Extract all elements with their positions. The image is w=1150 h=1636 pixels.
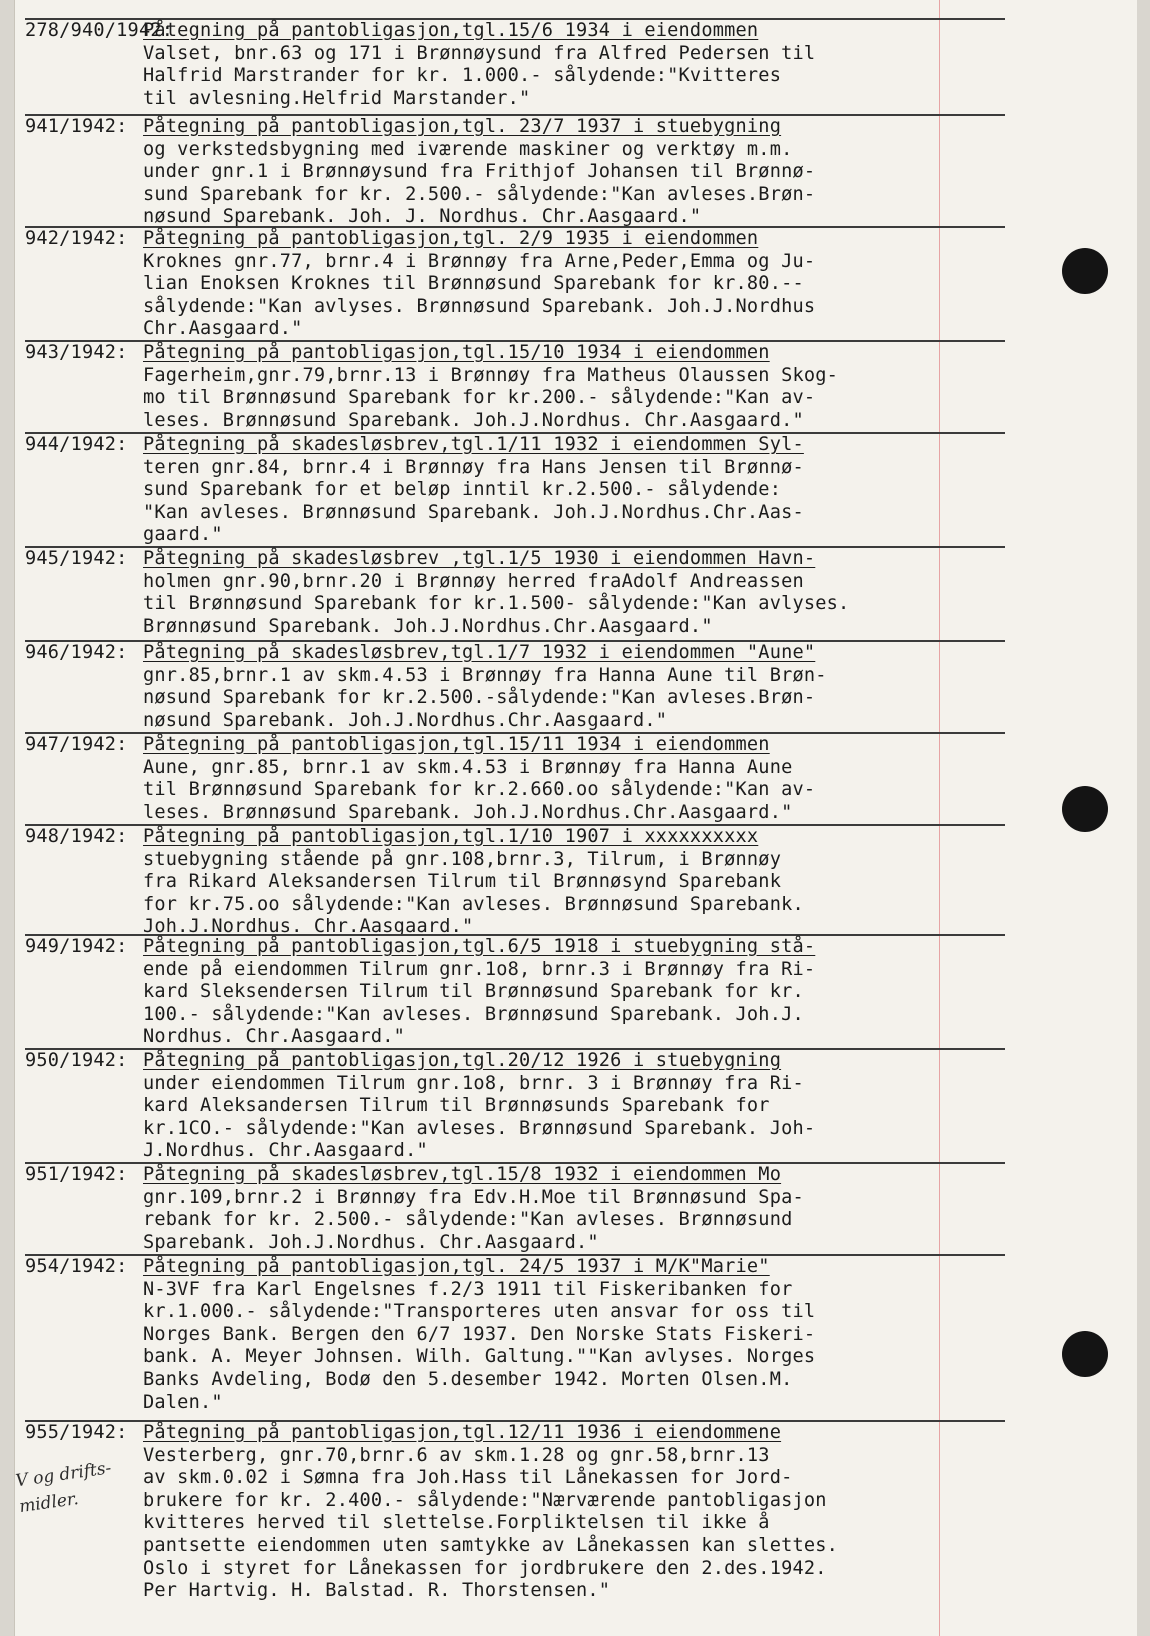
register-entry [25,18,1005,110]
entry-line [25,479,1005,502]
entry-line [25,849,1005,872]
entry-text: Valset, bnr.63 og 171 i Brønnøysund fra Alfred Pedersen til [143,42,816,64]
entry-line [25,1026,1005,1049]
entry-text: kr.1.000.- sålydende:"Transporteres uten ansvar for oss til [143,1301,816,1323]
entry-text: gnr.85,brnr.1 av skm.4.53 i Brønnøy fra Hanna Aune til Brøn- [143,664,827,686]
entry-line [25,1467,1005,1490]
entry-text: Norges Bank. Bergen den 6/7 1937. Den Norske Stats Fiskeri- [143,1323,816,1345]
entry-heading-text: Påtegning på pantobligasjon,tgl.15/11 1934 i eiendommen [143,734,770,755]
register-entry [25,732,1005,824]
entry-line [25,1301,1005,1324]
punch-hole [1062,786,1108,832]
entry-line [25,184,1005,207]
entry-number: 951/1942: [25,1164,128,1185]
entry-text: Banks Avdeling, Bodø den 5.desember 1942. Morten Olsen.M. [143,1368,793,1390]
register-entry [25,546,1005,638]
entry-number: 950/1942: [25,1050,128,1071]
entry-heading-text: Påtegning på skadesløsbrev ,tgl.1/5 1930 i eiendommen Havn- [143,548,816,569]
entry-line [25,365,1005,388]
entry-text: Halfrid Marstrander for kr. 1.000.- sålydende:"Kvitteres [143,65,782,87]
entry-line [25,1422,1005,1445]
entry-line [25,1140,1005,1163]
entry-line [25,936,1005,959]
entry-line [25,1187,1005,1210]
entry-text: nøsund Sparebank. Joh.J.Nordhus.Chr.Aasgaard." [143,709,668,731]
entry-text: Aune, gnr.85, brnr.1 av skm.4.53 i Brønnøy fra Hanna Aune [143,756,793,778]
entry-line [25,1050,1005,1073]
entry-text: ende på eiendommen Tilrum gnr.1o8, brnr.3 i Brønnøy fra Ri- [143,958,816,980]
entry-line [25,1073,1005,1096]
entry-line [25,779,1005,802]
entry-line [25,524,1005,547]
entry-line [25,981,1005,1004]
entry-number: 943/1942: [25,342,128,363]
entry-heading-text: Påtegning på pantobligasjon,tgl.15/6 1934 i eiendommen [143,20,759,41]
entry-text: stuebygning stående på gnr.108,brnr.3, Tilrum, i Brønnøy [143,848,782,870]
entry-number: 946/1942: [25,642,128,663]
punch-hole [1062,248,1108,294]
entry-text: av skm.0.02 i Sømna fra Joh.Hass til Lånekassen for Jord- [143,1467,793,1489]
entry-text: leses. Brønnøsund Sparebank. Joh.J.Nordhus. Chr.Aasgaard." [143,409,804,431]
register-entry [25,1420,1005,1603]
entry-line [25,571,1005,594]
register-entry [25,340,1005,432]
entry-line [25,228,1005,251]
entry-line [25,1392,1005,1415]
entry-text: til Brønnøsund Sparebank for kr.1.500- sålydende:"Kan avlyses. [143,593,850,615]
entry-heading-text: Påtegning på skadesløsbrev,tgl.15/8 1932 i eiendommen Mo [143,1164,782,1185]
entry-text: pantsette eiendommen uten samtykke av Lånekassen kan slettes. [143,1534,839,1556]
entry-text: til Brønnøsund Sparebank for kr.2.660.oo sålydende:"Kan av- [143,779,816,801]
entry-text: under gnr.1 i Brønnøysund fra Frithjof Johansen til Brønnø- [143,161,816,183]
entry-heading-text: Påtegning på pantobligasjon,tgl.15/10 1934 i eiendommen [143,342,770,363]
entry-heading-text: Påtegning på pantobligasjon,tgl.1/10 1907 i xxxxxxxxxx [143,826,759,847]
entry-line [25,1118,1005,1141]
entry-text: Dalen." [143,1391,223,1413]
entry-text: "Kan avleses. Brønnøsund Sparebank. Joh.J.Nordhus.Chr.Aas- [143,501,804,523]
entry-text: fra Rikard Aleksandersen Tilrum til Brønnøsynd Sparebank [143,871,782,893]
entry-line [25,1209,1005,1232]
register-entry [25,1162,1005,1254]
entry-heading-text: Påtegning på pantobligasjon,tgl.12/11 1936 i eiendommene [143,1422,782,1443]
entry-number: 954/1942: [25,1256,128,1277]
entry-line [25,1164,1005,1187]
punch-hole [1062,1331,1108,1377]
entry-line [25,1445,1005,1468]
register-entry [25,432,1005,547]
entry-number: 941/1942: [25,116,128,137]
entry-text: nøsund Sparebank for kr.2.500.-sålydende:"Kan avleses.Brøn- [143,687,816,709]
entry-text: lian Enoksen Kroknes til Brønnøsund Sparebank for kr.80.-- [143,273,804,295]
entry-line [25,1558,1005,1581]
register-entry [25,226,1005,341]
entry-text: kard Sleksendersen Tilrum til Brønnøsund Sparebank for kr. [143,981,804,1003]
entry-line [25,757,1005,780]
register-entry [25,114,1005,229]
entry-text: rebank for kr. 2.500.- sålydende:"Kan avleses. Brønnøsund [143,1209,793,1231]
entry-text: sund Sparebank for et beløp inntil kr.2.500.- sålydende: [143,479,782,501]
entry-text: brukere for kr. 2.400.- sålydende:"Nærværende pantobligasjon [143,1489,827,1511]
entry-line [25,959,1005,982]
entry-number: 942/1942: [25,228,128,249]
entry-text: under eiendommen Tilrum gnr.1o8, brnr. 3 i Brønnøy fra Ri- [143,1072,804,1094]
entry-text: Joh.J.Nordhus. Chr.Aasgaard." [143,916,474,938]
entry-number: 948/1942: [25,826,128,847]
register-entry [25,934,1005,1049]
entry-text: og verkstedsbygning med iværende maskiner og verktøy m.m. [143,138,793,160]
entry-line [25,734,1005,757]
entry-text: teren gnr.84, brnr.4 i Brønnøy fra Hans Jensen til Brønnø- [143,456,804,478]
entry-text: mo til Brønnøsund Sparebank for kr.200.- sålydende:"Kan av- [143,387,816,409]
entry-line [25,1004,1005,1027]
entry-text: Sparebank. Joh.J.Nordhus. Chr.Aasgaard." [143,1231,599,1253]
entry-line [25,1369,1005,1392]
entry-line [25,273,1005,296]
entry-line [25,642,1005,665]
entry-text: Vesterberg, gnr.70,brnr.6 av skm.1.28 og gnr.58,brnr.13 [143,1444,770,1466]
entry-text: leses. Brønnøsund Sparebank. Joh.J.Nordhus.Chr.Aasgaard." [143,801,793,823]
entry-line [25,1232,1005,1255]
entry-line [25,296,1005,319]
entry-number: 945/1942: [25,548,128,569]
entry-text: 100.- sålydende:"Kan avleses. Brønnøsund Sparebank. Joh.J. [143,1003,804,1025]
entry-line [25,43,1005,66]
entry-text: Fagerheim,gnr.79,brnr.13 i Brønnøy fra Matheus Olaussen Skog- [143,364,839,386]
entry-line [25,88,1005,111]
entry-line [25,20,1005,43]
entry-line [25,502,1005,525]
register-entry [25,1254,1005,1414]
entry-line [25,251,1005,274]
entry-number: 949/1942: [25,936,128,957]
entry-line [25,1535,1005,1558]
entry-line [25,65,1005,88]
register-page [14,0,1137,1636]
entry-heading-text: Påtegning på pantobligasjon,tgl. 23/7 1937 i stuebygning [143,116,782,137]
entry-line [25,548,1005,571]
entry-number: 944/1942: [25,434,128,455]
entry-line [25,1095,1005,1118]
entry-text: Brønnøsund Sparebank. Joh.J.Nordhus.Chr.Aasgaard." [143,615,713,637]
entry-heading-text: Påtegning på pantobligasjon,tgl. 2/9 1935 i eiendommen [143,228,759,249]
entry-line [25,1512,1005,1535]
entry-heading-text: Påtegning på skadesløsbrev,tgl.1/11 1932 i eiendommen Syl- [143,434,804,455]
entry-number: 955/1942: [25,1422,128,1443]
entry-text: nøsund Sparebank. Joh. J. Nordhus. Chr.Aasgaard." [143,206,702,228]
entry-number: 278/940/1942: [25,20,174,41]
entry-line [25,616,1005,639]
entry-heading-text: Påtegning på pantobligasjon,tgl.6/5 1918 i stuebygning stå- [143,936,816,957]
entry-text: gnr.109,brnr.2 i Brønnøy fra Edv.H.Moe til Brønnøsund Spa- [143,1186,804,1208]
entry-heading-text: Påtegning på skadesløsbrev,tgl.1/7 1932 i eiendommen "Aune" [143,642,816,663]
entry-line [25,1324,1005,1347]
entry-number: 947/1942: [25,734,128,755]
entry-text: Per Hartvig. H. Balstad. R. Thorstensen." [143,1580,611,1602]
entry-line [25,161,1005,184]
entry-line [25,1346,1005,1369]
entry-text: sund Sparebank for kr. 2.500.- sålydende:"Kan avleses.Brøn- [143,183,816,205]
entry-text: Chr.Aasgaard." [143,318,303,340]
entry-text: sålydende:"Kan avlyses. Brønnøsund Sparebank. Joh.J.Nordhus [143,295,816,317]
entry-heading-text: Påtegning på pantobligasjon,tgl.20/12 1926 i stuebygning [143,1050,782,1071]
register-entry [25,1048,1005,1163]
entry-line [25,116,1005,139]
entry-line [25,1580,1005,1603]
entry-text: bank. A. Meyer Johnsen. Wilh. Galtung.""Kan avlyses. Norges [143,1346,816,1368]
entry-line [25,665,1005,688]
entry-text: kard Aleksandersen Tilrum til Brønnøsunds Sparebank for [143,1095,770,1117]
entry-text: N-3VF fra Karl Engelsnes f.2/3 1911 til Fiskeribanken for [143,1278,793,1300]
entry-line [25,710,1005,733]
entry-text: gaard." [143,524,223,546]
entry-text: holmen gnr.90,brnr.20 i Brønnøy herred fraAdolf Andreassen [143,570,804,592]
entry-text: Nordhus. Chr.Aasgaard." [143,1026,406,1048]
entry-heading-text: Påtegning på pantobligasjon,tgl. 24/5 1937 i M/K"Marie" [143,1256,770,1277]
entry-text: Kroknes gnr.77, brnr.4 i Brønnøy fra Arne,Peder,Emma og Ju- [143,250,816,272]
entry-line [25,318,1005,341]
entry-text: til avlesning.Helfrid Marstander." [143,87,531,109]
entry-text: for kr.75.oo sålydende:"Kan avleses. Brønnøsund Sparebank. [143,893,804,915]
entry-line [25,871,1005,894]
entry-line [25,687,1005,710]
entry-line [25,139,1005,162]
entry-text: kr.1CO.- sålydende:"Kan avleses. Brønnøsund Sparebank. Joh- [143,1117,816,1139]
entry-line [25,894,1005,917]
entry-line [25,593,1005,616]
entry-text: J.Nordhus. Chr.Aasgaard." [143,1140,428,1162]
entry-line [25,1279,1005,1302]
entry-text: Oslo i styret for Lånekassen for jordbrukere den 2.des.1942. [143,1557,827,1579]
handwritten-margin-note: V og drifts-midler. [14,1458,113,1518]
entry-line [25,387,1005,410]
entry-line [25,1490,1005,1513]
entry-line [25,826,1005,849]
entry-line [25,457,1005,480]
entry-line [25,434,1005,457]
register-entry [25,640,1005,732]
register-entry [25,824,1005,939]
entry-line [25,802,1005,825]
entry-line [25,1256,1005,1279]
entry-text: kvitteres herved til slettelse.Forpliktelsen til ikke å [143,1512,770,1534]
entry-line [25,410,1005,433]
entry-line [25,342,1005,365]
